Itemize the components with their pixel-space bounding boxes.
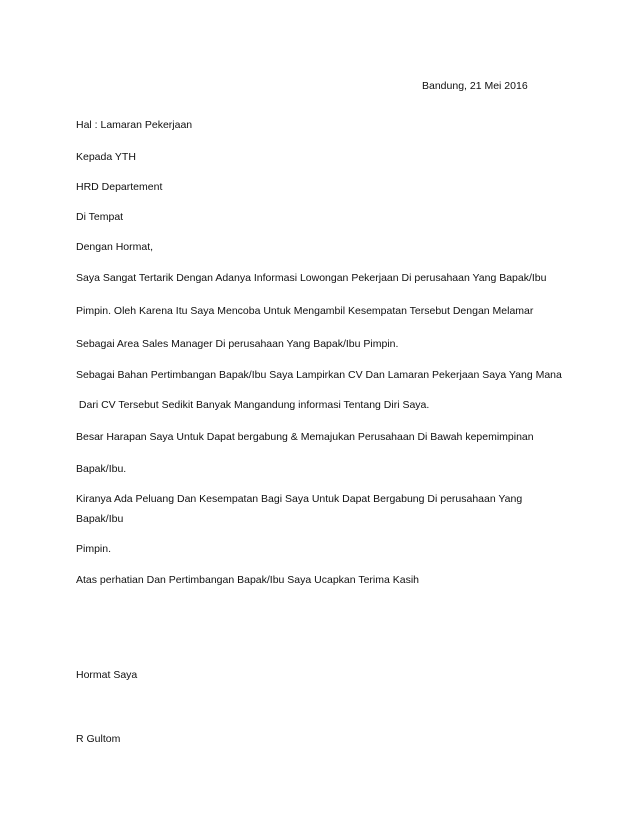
- body-line-7: Bapak/Ibu.: [76, 463, 127, 475]
- recipient-line-3: Di Tempat: [76, 211, 124, 223]
- salutation: Dengan Hormat,: [76, 241, 154, 253]
- body-line-3: Sebagai Area Sales Manager Di perusahaan Yang Bapak/Ibu Pimpin.: [76, 338, 399, 350]
- letter-subject: Hal : Lamaran Pekerjaan: [76, 119, 193, 131]
- body-line-4: Sebagai Bahan Pertimbangan Bapak/Ibu Saya Lampirkan CV Dan Lamaran Pekerjaan Saya Yang Mana: [76, 369, 562, 381]
- body-line-5: Dari CV Tersebut Sedikit Banyak Mangandung informasi Tentang Diri Saya.: [76, 399, 430, 411]
- recipient-line-2: HRD Departement: [76, 181, 163, 193]
- body-line-8: Kiranya Ada Peluang Dan Kesempatan Bagi Saya Untuk Dapat Bergabung Di perusahaan Yang: [76, 493, 523, 505]
- recipient-line-1: Kepada YTH: [76, 151, 136, 163]
- body-line-11: Atas perhatian Dan Pertimbangan Bapak/Ibu Saya Ucapkan Terima Kasih: [76, 574, 420, 586]
- body-line-1: Saya Sangat Tertarik Dengan Adanya Informasi Lowongan Pekerjaan Di perusahaan Yang Bapak/Ibu: [76, 272, 547, 284]
- body-line-10: Pimpin.: [76, 543, 112, 555]
- closing: Hormat Saya: [76, 669, 138, 681]
- letter-date: Bandung, 21 Mei 2016: [422, 80, 528, 92]
- signature-name: R Gultom: [76, 733, 121, 745]
- body-line-6: Besar Harapan Saya Untuk Dapat bergabung & Memajukan Perusahaan Di Bawah kepemimpinan: [76, 431, 534, 443]
- body-line-9: Bapak/Ibu: [76, 513, 124, 525]
- body-line-2: Pimpin. Oleh Karena Itu Saya Mencoba Untuk Mengambil Kesempatan Tersebut Dengan Melamar: [76, 305, 534, 317]
